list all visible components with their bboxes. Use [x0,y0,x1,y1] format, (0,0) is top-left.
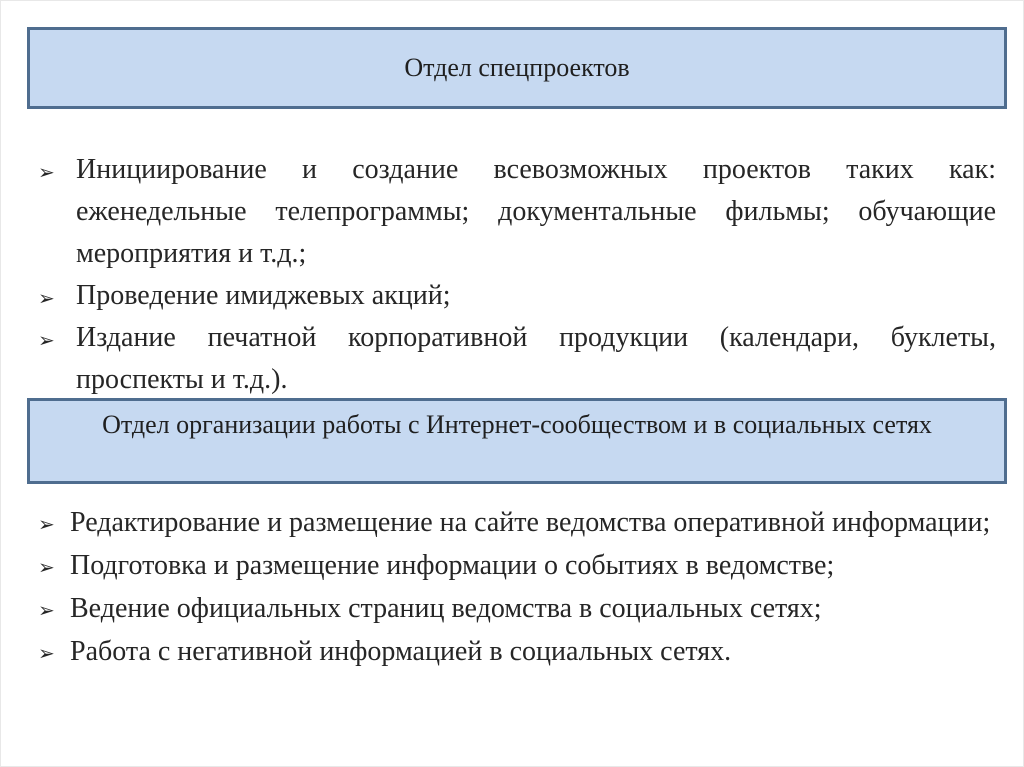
list-item: ➢ Редактирование и размещение на сайте ведомства оперативной информации; [38,501,996,544]
list-item: ➢ Проведение имиджевых акций; [38,275,996,317]
list-item: ➢ Работа с негативной информацией в социальных сетях. [38,630,996,673]
section-title: Отдел организации работы с Интернет-сообществом и в социальных сетях [102,410,932,439]
section-title: Отдел спецпроектов [404,53,630,82]
list-item: ➢ Инициирование и создание всевозможных проектов таких как: еженедельные телепрограммы; документальные фильмы; обучающие мероприятия и т.д.; [38,149,996,275]
internet-community-list [38,501,996,673]
special-projects-list [38,149,996,401]
list-item: ➢ Подготовка и размещение информации о событиях в ведомстве; [38,544,996,587]
arrowhead-bullet-icon: ➢ [38,641,55,665]
arrowhead-bullet-icon: ➢ [38,286,55,310]
arrowhead-bullet-icon: ➢ [38,328,55,352]
list-item: ➢ Издание печатной корпоративной продукции (календари, буклеты, проспекты и т.д.). [38,317,996,401]
arrowhead-bullet-icon: ➢ [38,160,55,184]
arrowhead-bullet-icon: ➢ [38,512,55,536]
arrowhead-bullet-icon: ➢ [38,555,55,579]
section-title-box-special-projects [27,27,1007,109]
list-item: ➢ Ведение официальных страниц ведомства в социальных сетях; [38,587,996,630]
arrowhead-bullet-icon: ➢ [38,598,55,622]
section-title-box-internet-community [27,398,1007,484]
